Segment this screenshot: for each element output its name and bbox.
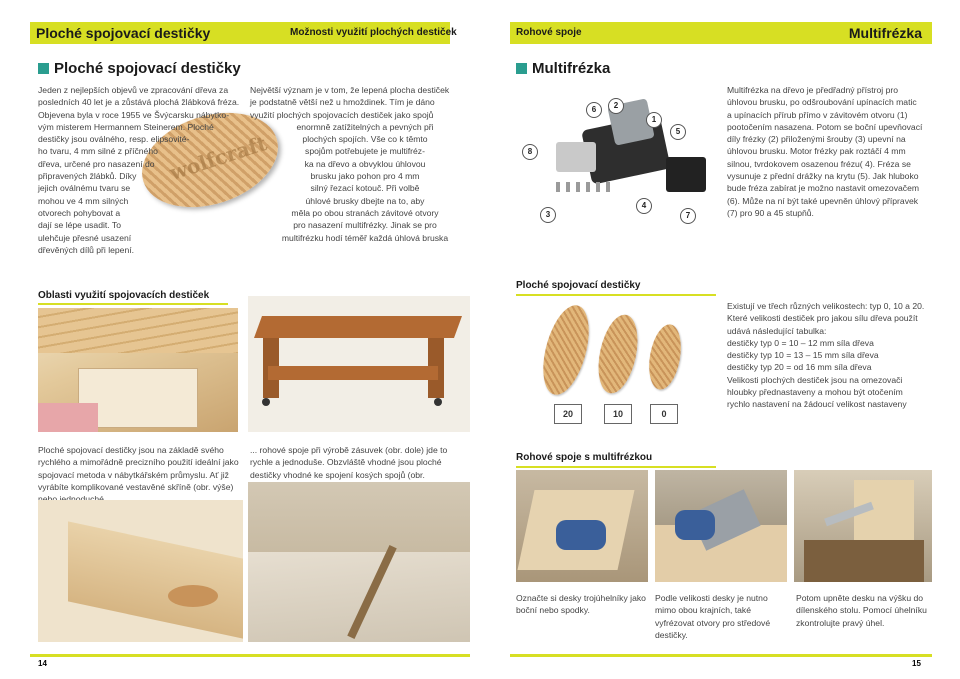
tool-line: (7) pro 90 a 45 stupňů. (727, 207, 814, 218)
header-right-title: Multifrézka (848, 25, 922, 41)
caption-step-3 (796, 592, 936, 629)
photo-attic-wardrobe (38, 308, 238, 432)
intro-line: Jeden z nejlepších objevů ve zpracování dřeva za (38, 85, 229, 95)
callout-4: 4 (636, 198, 652, 214)
intro-line: dřevěných dílů při lepení. (38, 244, 135, 255)
callout-2: 2 (608, 98, 624, 114)
callout-8: 8 (522, 144, 538, 160)
intro-text (38, 84, 253, 256)
intro-line: Objevena byla v roce 1955 ve Švýcarsku nábytko- (38, 109, 230, 120)
section-marker-icon (516, 63, 527, 74)
mid-text (250, 84, 480, 244)
intro-line: posledních 40 let je a zůstává plochá žlábková fréza. (38, 97, 240, 108)
biscuits-line: hloubky přednastaveny a mohou být otočením (727, 387, 903, 398)
biscuit-brand-stamp: wolfcraft (166, 131, 270, 185)
intro-line: otvorech pohybovat a (38, 207, 121, 218)
header-right-sub: Rohové spoje (516, 27, 582, 38)
photo-clamping-board (794, 470, 932, 582)
caption-line: zkontrolujte pravý úhel. (796, 617, 885, 628)
tool-text (727, 84, 932, 219)
intro-line: dřeva, určené pro nasazení do (38, 158, 155, 169)
intro-line: dají se lépe usadit. To (38, 220, 121, 231)
callout-7: 7 (680, 208, 696, 224)
photo-worktop-joint (248, 482, 470, 642)
tool-line: díly frézky (2) přiloženými šrouby (3) upevní na (727, 134, 906, 145)
tool-line: silnou, tvrdokovem osazenou frézu( 4). Fréza se (727, 158, 911, 169)
intro-line: připravených žlábků. Díky (38, 171, 137, 182)
caption-line: ... rohové spoje při výrobě zásuvek (obr. dole) jde to (250, 445, 448, 455)
mid-line: enormně zatížitelných a pevných při (296, 121, 434, 132)
mid-line: multifrézku hodí téměř každá úhlová bruska (281, 232, 449, 243)
section-title-text: Multifrézka (532, 60, 611, 77)
biscuit-0 (644, 322, 685, 392)
biscuits-line: destičky typ 10 = 13 – 15 mm síla dřeva (727, 350, 879, 361)
mid-line: využití plochých spojovacích destiček jako spojů (250, 109, 434, 120)
size-badge-20: 20 (554, 404, 582, 424)
mid-line: je podstatně větší než u hmoždinek. Tím je dáno (250, 97, 435, 108)
corner-rule (516, 466, 716, 468)
caption-line: boční nebo spodky. (516, 605, 590, 616)
caption-line: mimo obou krajních, také (655, 605, 752, 616)
biscuits-line: udává následující tabulka: (727, 325, 827, 336)
caption-line: dílenského stolu. Pomocí úhelníku (796, 605, 927, 616)
biscuits-line: Existují ve třech různých velikostech: typ 0, 10 a 20. (727, 301, 925, 311)
biscuits-line: Velikosti plochých destiček jsou na omezovači (727, 374, 903, 385)
caption-left (38, 444, 243, 505)
mid-line: ka na dřevo a obvyklou úhlovou (304, 158, 426, 169)
applications-title: Oblasti využití spojovacích destiček (38, 290, 210, 301)
caption-step-2 (655, 592, 790, 641)
biscuits-sizes-title: Ploché spojovací destičky (516, 280, 641, 291)
mid-line: měla po obou stranách závitové otvory (291, 207, 439, 218)
applications-rule (38, 303, 228, 305)
mid-line: spojům potřebujete je multifréz- (305, 146, 425, 157)
intro-line: jejich oválnému tvaru se (38, 183, 131, 194)
caption-line: rychle a jednoduše. Obzvláště vhodné jsou ploché (250, 457, 442, 468)
tool-line: Multifrézka na dřevo je předřadný přístroj pro (727, 85, 898, 95)
mid-line: Největší význam je v tom, že lepená plocha destiček (250, 85, 450, 95)
tool-line: úhlovou brusku, po odšroubování upínacích matic (727, 97, 917, 108)
section-marker-icon (38, 63, 49, 74)
mid-line: silný řezací kotouč. Při volbě (310, 183, 420, 194)
tool-line: pootočením nasazena. Potom se boční upevňovací (727, 121, 923, 132)
tool-line: bude fréza zabírat je možno nastavit omezovačem (727, 183, 920, 194)
size-badge-0: 0 (650, 404, 678, 424)
tool-line: vysunuje z přední drážky na krytu (5). Jak hluboko (727, 171, 919, 182)
mid-line: plochých spojích. Vše co k těmto (302, 134, 428, 145)
page-number-right: 15 (912, 659, 921, 668)
photo-desk-table (248, 296, 470, 432)
corner-joints-title: Rohové spoje s multifrézkou (516, 452, 653, 463)
caption-line: vyfrézovat otvory pro středové (655, 617, 771, 628)
intro-line: vým misterem Hermannem Steinerem. Ploché (38, 121, 214, 132)
section-title-biscuits (38, 60, 241, 77)
photo-routing-slots (655, 470, 787, 582)
caption-line: destičky. (655, 629, 688, 640)
mid-line: brusku jako pohon pro 4 mm (310, 171, 420, 182)
callout-5: 5 (670, 124, 686, 140)
biscuits-line: Které velikosti destiček pro jakou sílu dřeva použít (727, 313, 918, 324)
mid-line: úhlové brusky dbejte na to, aby (305, 195, 425, 206)
intro-line: ho tvaru, 4 mm silné z příčného (38, 146, 158, 157)
intro-line: destičky jsou oválného, resp. elipsovité- (38, 134, 190, 145)
mid-line: pro nasazení multifrézky. Jinak se pro (293, 220, 437, 231)
section-title-multifrezka (516, 60, 610, 77)
caption-line: spojovací metoda v nábytkářském průmyslu. Ať již (38, 469, 229, 480)
size-badge-10: 10 (604, 404, 632, 424)
tool-line: (6). Může na ní být také upevněn úhlový přípravek (727, 195, 919, 206)
tool-line: úhlovou brusku. Motor frézky pak roztáčí 4 mm (727, 146, 906, 157)
photo-drawer-joint (38, 500, 243, 642)
caption-line: Potom upněte desku na výšku do (796, 593, 924, 603)
footer-rule-left (30, 654, 470, 657)
tool-photo (516, 82, 716, 230)
biscuits-line: destičky typ 0 = 10 – 12 mm síla dřeva (727, 337, 874, 348)
biscuits-photo (516, 298, 716, 426)
caption-line: Označte si desky trojúhelníky jako (516, 593, 646, 603)
page-number-left: 14 (38, 659, 47, 668)
caption-line: destičky vhodné ke spojení kosých spojů (obr. (250, 469, 425, 480)
intro-line: ulehčuje přesné usazení (38, 232, 132, 243)
section-title-text: Ploché spojovací destičky (54, 60, 241, 77)
callout-1: 1 (646, 112, 662, 128)
biscuit-20 (535, 300, 597, 399)
footer-rule-right (510, 654, 932, 657)
caption-line: rychlého a mimořádně precizního použití ideální jako (38, 457, 239, 468)
callout-6: 6 (586, 102, 602, 118)
tool-line: a upínacích přírub přímo v závitovém otvoru (1) (727, 109, 908, 120)
biscuits-line: destičky typ 20 = od 16 mm síla dřeva (727, 362, 872, 373)
caption-line: Podle velikosti desky je nutno (655, 593, 768, 603)
biscuits-rule (516, 294, 716, 296)
caption-step-1 (516, 592, 651, 617)
caption-line: Ploché spojovací destičky jsou na základě svého (38, 445, 224, 455)
header-mid-title: Možnosti využití plochých destiček (290, 27, 457, 38)
caption-line: vyrábíte komplikované vestavěné skříně (obr. výše) (38, 481, 234, 492)
intro-line: mohou ve 4 mm silných (38, 195, 129, 206)
biscuits-text (727, 300, 932, 411)
biscuits-line: rychlo nastavení na žádoucí velikost nastaveny (727, 399, 907, 410)
callout-3: 3 (540, 207, 556, 223)
photo-marking-boards (516, 470, 648, 582)
header-left-title: Ploché spojovací destičky (36, 25, 211, 41)
biscuit-10 (592, 311, 644, 397)
